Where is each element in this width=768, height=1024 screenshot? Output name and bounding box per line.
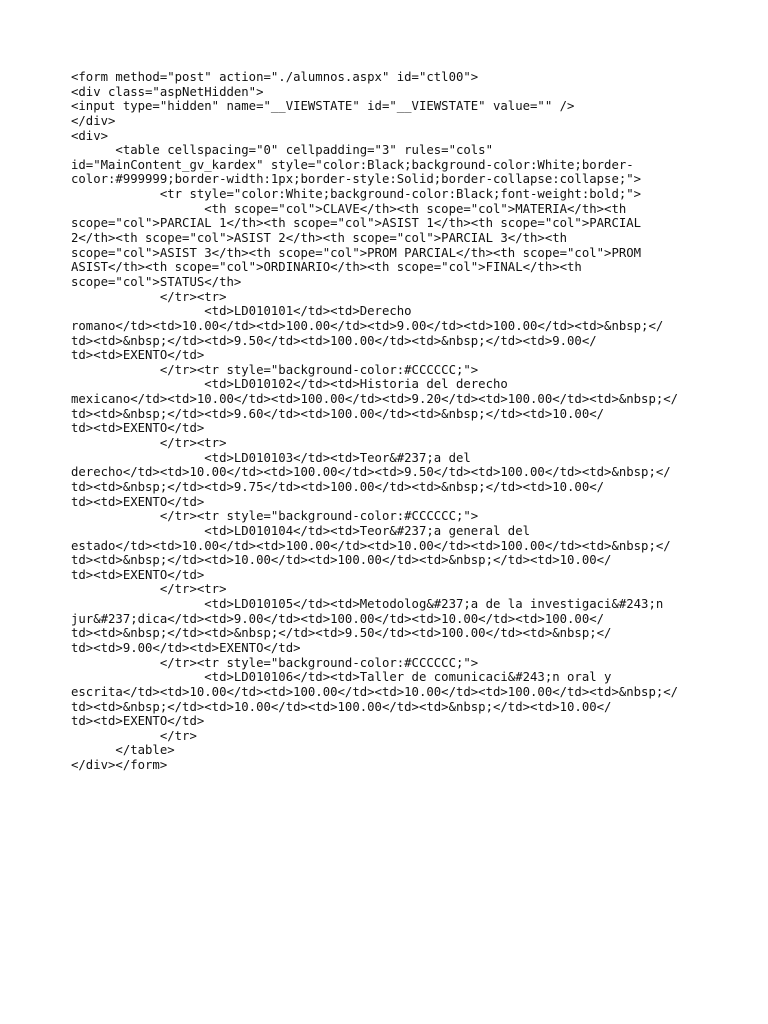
code-line-28: derecho</td><td>10.00</td><td>100.00</td><td>9.50</td><td>100.00</td><td>&nbsp;</ xyxy=(71,465,671,480)
code-line-4: </div> xyxy=(71,113,116,128)
code-line-46: </tr> xyxy=(71,728,197,743)
code-line-15: scope="col">STATUS</th> xyxy=(71,274,242,289)
code-line-45: td><td>EXENTO</td> xyxy=(71,714,205,729)
code-line-34: td><td>&nbsp;</td><td>10.00</td><td>100.00</td><td>&nbsp;</td><td>10.00</ xyxy=(71,553,612,568)
code-line-24: td><td>&nbsp;</td><td>9.60</td><td>100.00</td><td>&nbsp;</td><td>10.00</ xyxy=(71,406,605,421)
html-source-code xyxy=(71,70,711,773)
code-line-8: color:#999999;border-width:1px;border-style:Solid;border-collapse:collapse;"> xyxy=(71,172,642,187)
code-line-11: scope="col">PARCIAL 1</th><th scope="col">ASIST 1</th><th scope="col">PARCIAL xyxy=(71,216,642,231)
code-line-1: <form method="post" action="./alumnos.aspx" id="ctl00"> xyxy=(71,70,479,84)
code-line-27: <td>LD010103</td><td>Teor&#237;a del xyxy=(71,450,471,465)
code-line-25: td><td>EXENTO</td> xyxy=(71,421,205,436)
code-line-23: mexicano</td><td>10.00</td><td>100.00</td><td>9.20</td><td>100.00</td><td>&nbsp;</ xyxy=(71,392,679,407)
code-line-2: <div class="aspNetHidden"> xyxy=(71,84,264,99)
code-line-37: <td>LD010105</td><td>Metodolog&#237;a de la investigaci&#243;n xyxy=(71,597,664,612)
code-line-18: romano</td><td>10.00</td><td>100.00</td><td>9.00</td><td>100.00</td><td>&nbsp;</ xyxy=(71,318,664,333)
code-line-19: td><td>&nbsp;</td><td>9.50</td><td>100.00</td><td>&nbsp;</td><td>9.00</ xyxy=(71,333,597,348)
code-line-26: </tr><tr> xyxy=(71,436,227,451)
code-line-6: <table cellspacing="0" cellpadding="3" rules="cols" xyxy=(71,143,493,158)
code-line-48: </div></form> xyxy=(71,758,168,773)
code-line-33: estado</td><td>10.00</td><td>100.00</td><td>10.00</td><td>100.00</td><td>&nbsp;</ xyxy=(71,538,671,553)
code-line-39: td><td>&nbsp;</td><td>&nbsp;</td><td>9.50</td><td>100.00</td><td>&nbsp;</ xyxy=(71,626,612,641)
code-line-17: <td>LD010101</td><td>Derecho xyxy=(71,304,412,319)
code-line-22: <td>LD010102</td><td>Historia del derecho xyxy=(71,377,508,392)
code-line-5: <div> xyxy=(71,128,109,143)
code-line-38: jur&#237;dica</td><td>9.00</td><td>100.00</td><td>10.00</td><td>100.00</ xyxy=(71,611,605,626)
code-line-16: </tr><tr> xyxy=(71,289,227,304)
code-line-32: <td>LD010104</td><td>Teor&#237;a general del xyxy=(71,523,531,538)
code-line-42: <td>LD010106</td><td>Taller de comunicaci&#243;n oral y xyxy=(71,670,612,685)
code-line-40: td><td>9.00</td><td>EXENTO</td> xyxy=(71,640,301,655)
code-line-41: </tr><tr style="background-color:#CCCCCC;"> xyxy=(71,655,479,670)
code-line-12: 2</th><th scope="col">ASIST 2</th><th scope="col">PARCIAL 3</th><th xyxy=(71,231,568,246)
code-line-31: </tr><tr style="background-color:#CCCCCC;"> xyxy=(71,509,479,524)
code-line-7: id="MainContent_gv_kardex" style="color:Black;background-color:White;border- xyxy=(71,157,634,172)
code-line-9: <tr style="color:White;background-color:Black;font-weight:bold;"> xyxy=(71,187,642,202)
code-line-47: </table> xyxy=(71,743,175,758)
code-line-36: </tr><tr> xyxy=(71,582,227,597)
code-line-14: ASIST</th><th scope="col">ORDINARIO</th><th scope="col">FINAL</th><th xyxy=(71,260,582,275)
code-line-21: </tr><tr style="background-color:#CCCCCC;"> xyxy=(71,362,479,377)
code-line-30: td><td>EXENTO</td> xyxy=(71,494,205,509)
code-line-20: td><td>EXENTO</td> xyxy=(71,348,205,363)
code-line-29: td><td>&nbsp;</td><td>9.75</td><td>100.00</td><td>&nbsp;</td><td>10.00</ xyxy=(71,479,605,494)
code-line-13: scope="col">ASIST 3</th><th scope="col">PROM PARCIAL</th><th scope="col">PROM xyxy=(71,245,642,260)
code-line-35: td><td>EXENTO</td> xyxy=(71,567,205,582)
code-line-3: <input type="hidden" name="__VIEWSTATE" id="__VIEWSTATE" value="" /> xyxy=(71,99,575,114)
code-line-10: <th scope="col">CLAVE</th><th scope="col">MATERIA</th><th xyxy=(71,201,627,216)
code-line-43: escrita</td><td>10.00</td><td>100.00</td><td>10.00</td><td>100.00</td><td>&nbsp;</ xyxy=(71,684,679,699)
code-line-44: td><td>&nbsp;</td><td>10.00</td><td>100.00</td><td>&nbsp;</td><td>10.00</ xyxy=(71,699,612,714)
